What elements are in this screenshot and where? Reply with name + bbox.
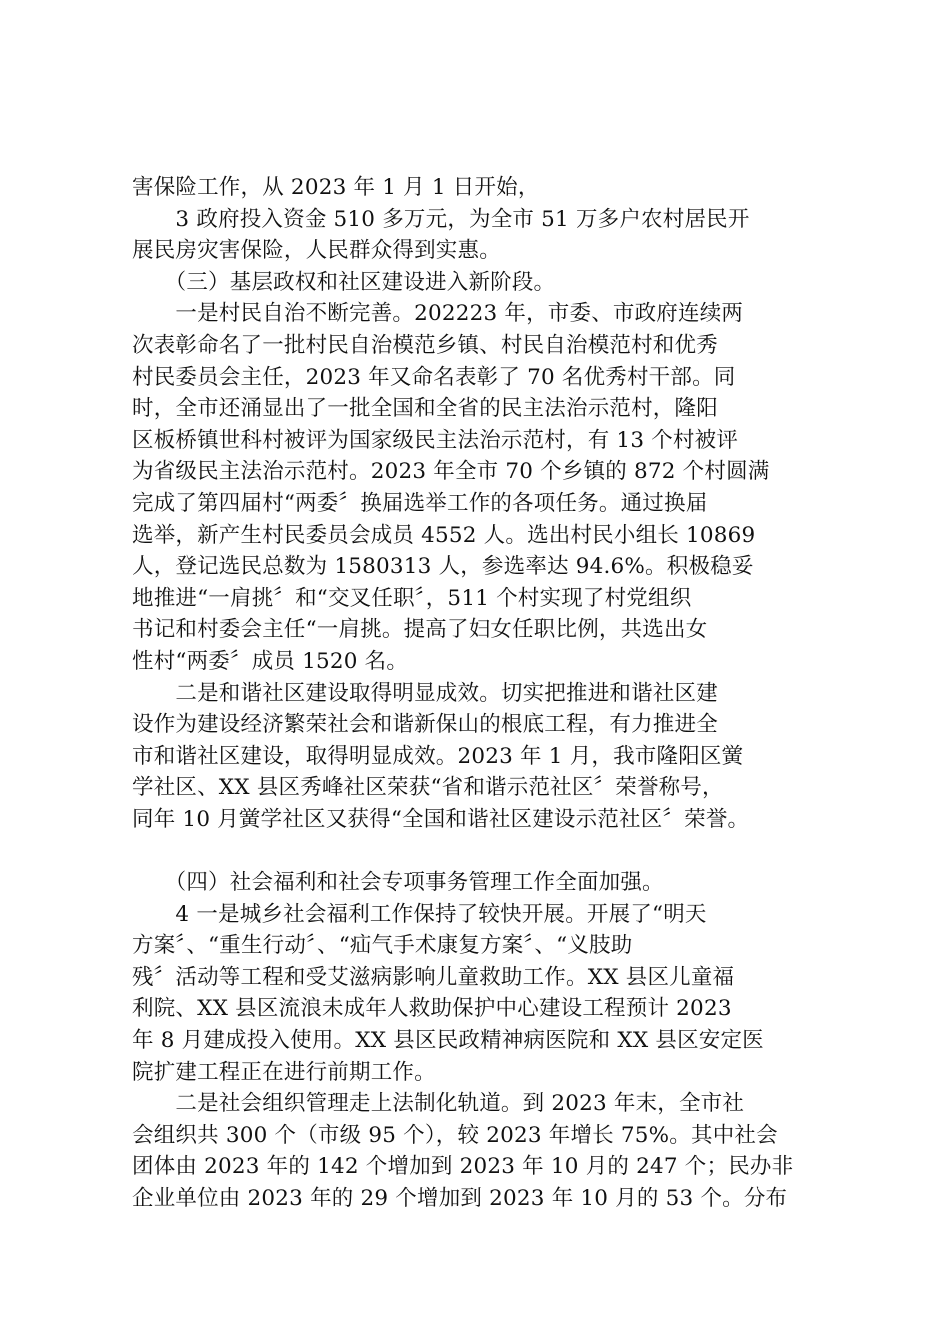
text-line: 次表彰命名了一批村民自治模范乡镇、村民自治模范村和优秀 [132,332,718,358]
text-line: 区板桥镇世科村被评为国家级民主法治示范村，有 13 个村被评 [132,427,739,453]
text-line: 利院、XX 县区流浪未成年人救助保护中心建设工程预计 2023 [132,996,732,1022]
text-line: 年 8 月建成投入使用。XX 县区民政精神病医院和 XX 县区安定医 [132,1028,764,1054]
text-line: 残〞活动等工程和受艾滋病影响儿童救助工作。XX 县区儿童福 [132,964,735,990]
text-line: 企业单位由 2023 年的 29 个增加到 2023 年 10 月的 53 个。分布 [132,1186,788,1211]
text-line: 设作为建设经济繁荣社会和谐新保山的根底工程，有力推进全 [132,712,718,738]
text-line: 书记和村委会主任“一肩挑。提高了妇女任职比例，共选出女 [132,617,708,643]
text-line: 性村“两委〞成员 1520 名。 [132,648,409,674]
blank-line [132,835,832,867]
text-line: 选举，新产生村民委员会成员 4552 人。选出村民小组长 10869 [132,522,756,548]
text-line: 展民房灾害保险，人民群众得到实惠。 [132,238,501,264]
text-line: 人，登记选民总数为 1580313 人，参选率达 94.6%。积极稳妥 [132,554,754,580]
text-line: 村民委员会主任，2023 年又命名表彰了 70 名优秀村干部。同 [132,364,736,390]
section-heading: （三）基层政权和社区建设进入新阶段。 [132,269,556,295]
text-line: 地推进“一肩挑〞和“交叉任职〞，511 个村实现了村党组织 [132,585,692,611]
text-line: 团体由 2023 年的 142 个增加到 2023 年 10 月的 247 个；民办非 [132,1154,794,1180]
text-line: 二是和谐社区建设取得明显成效。切实把推进和谐社区建 [132,680,718,706]
text-line: 3 政府投入资金 510 多万元，为全市 51 万多户农村居民开 [132,206,750,232]
text-line: 二是社会组织管理走上法制化轨道。到 2023 年末，全市社 [132,1091,745,1117]
text-line: 方案〞、“重生行动〞、“疝气手术康复方案〞、“义肢助 [132,933,633,959]
text-line: 学社区、XX 县区秀峰社区荣获“省和谐示范社区〞荣誉称号， [132,775,724,801]
text-line: 4 一是城乡社会福利工作保持了较快开展。开展了“明天 [132,901,707,927]
document-body [132,172,832,1215]
text-line: 时，全市还涌显出了一批全国和全省的民主法治示范村，隆阳 [132,396,718,422]
text-line: 院扩建工程正在进行前期工作。 [132,1059,436,1085]
text-line: 为省级民主法治示范村。2023 年全市 70 个乡镇的 872 个村圆满 [132,459,770,485]
text-line: 完成了第四届村“两委〞换届选举工作的各项任务。通过换届 [132,490,708,516]
text-line: 同年 10 月黉学社区又获得“全国和谐社区建设示范社区〞荣誉。 [132,806,750,832]
text-line: 害保险工作，从 2023 年 1 月 1 日开始， [132,175,540,200]
text-line: 会组织共 300 个（市级 95 个），较 2023 年增长 75%。其中社会 [132,1122,778,1148]
section-heading: （四）社会福利和社会专项事务管理工作全面加强。 [132,870,664,896]
text-line: 市和谐社区建设，取得明显成效。2023 年 1 月，我市隆阳区黉 [132,743,744,769]
text-line: 一是村民自治不断完善。202223 年，市委、市政府连续两 [132,301,744,327]
